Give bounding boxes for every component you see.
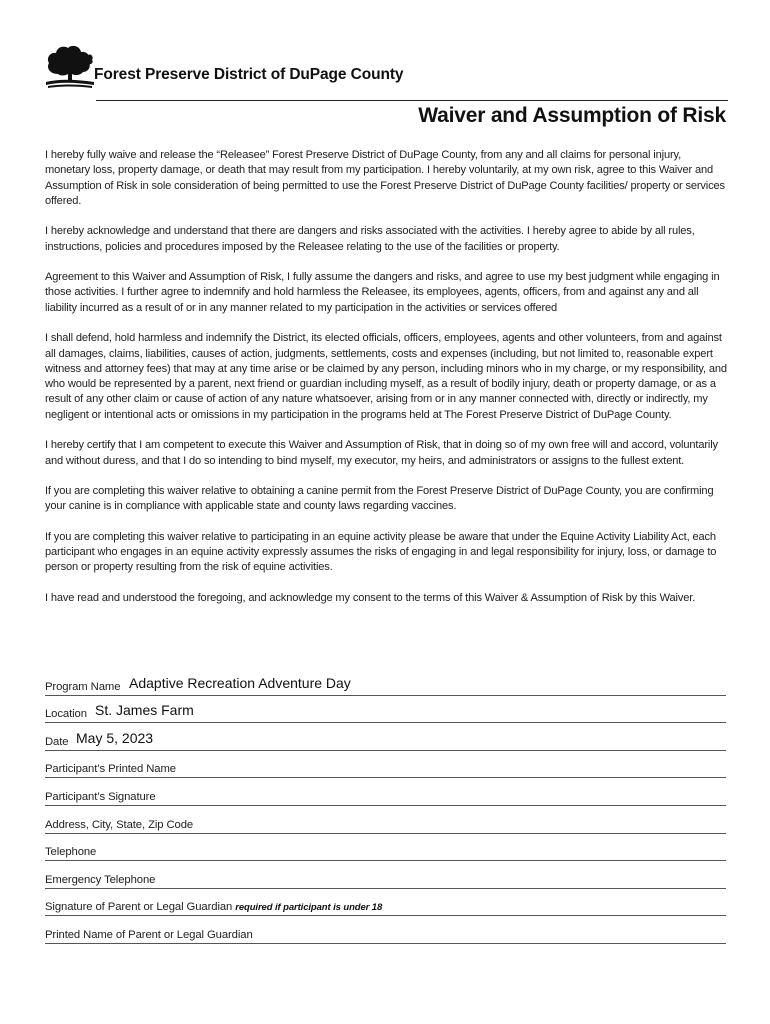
paragraph-canine: If you are completing this waiver relative to obtaining a canine permit from the Forest Preserve District of DuPage County, you are confirming your canine is in compliance with applicable state and county laws regarding vaccines. bbox=[45, 484, 714, 513]
date-field[interactable] bbox=[45, 723, 726, 751]
date-value[interactable]: May 5, 2023 bbox=[76, 729, 154, 746]
participant-signature-field[interactable] bbox=[45, 778, 726, 806]
telephone-label: Telephone bbox=[45, 846, 97, 859]
paragraph-acknowledge: I hereby acknowledge and understand that there are dangers and risks associated with the activities. I hereby agree to abide by all rules, instructions, policies and procedures imposed by the Releasee relating to the use of the facilities or property. bbox=[45, 225, 695, 253]
emergency-telephone-label: Emergency Telephone bbox=[45, 873, 156, 886]
guardian-signature-field[interactable] bbox=[45, 889, 726, 917]
program-name-label: Program Name bbox=[45, 680, 121, 693]
guardian-requirement-note: required if participant is under 18 bbox=[235, 902, 383, 914]
document-title: Waiver and Assumption of Risk bbox=[418, 104, 726, 127]
paragraph-consent: I have read and understood the foregoing, and acknowledge my consent to the terms of this Waiver & Assumption of Risk by this Waiver. bbox=[45, 591, 696, 604]
participant-name-label: Participant’s Printed Name bbox=[45, 763, 176, 776]
document-header bbox=[44, 44, 728, 100]
participant-signature-label: Participant’s Signature bbox=[45, 790, 156, 803]
waiver-body bbox=[45, 148, 727, 621]
address-field[interactable] bbox=[45, 806, 726, 834]
guardian-signature-label: Signature of Parent or Legal Guardian bbox=[45, 901, 233, 914]
paragraph-indemnify: I shall defend, hold harmless and indemnify the District, its elected officials, officers, employees, agents and other volunteers, from and against all damages, claims, liabilities, causes of action, judgments, settlements, costs and expenses (including, but not limited to, reasonable expert witness and attorney fees) that may at any time arise or be claimed by any person, including minors who in my charge, or my responsibility, and who would be represented by a parent, next friend or guardian including myself, as a result of bodily injury, death or property damage, or as a result of any other claim or cause of action of any nature whatsoever, arising from or in any manner connected with, directly or indirectly, my negligent or intentional acts or omissions in my participation in the programs held at The Forest Preserve District of DuPage County. bbox=[45, 332, 727, 421]
paragraph-release: I hereby fully waive and release the “Releasee” Forest Preserve District of DuPage County, from any and all claims for personal injury, monetary loss, property damage, or death that may result from my participation. I hereby voluntarily, at my own risk, agree to this Waiver and Assumption of Risk in sole consideration of being permitted to use the Forest Preserve District of DuPage County facilities/ property or services offered. bbox=[45, 149, 725, 207]
header-divider bbox=[96, 100, 728, 101]
location-value[interactable]: St. James Farm bbox=[95, 702, 194, 719]
organization-name: Forest Preserve District of DuPage County bbox=[94, 66, 404, 83]
participant-name-field[interactable] bbox=[45, 751, 726, 779]
paragraph-equine: If you are completing this waiver relative to participating in an equine activity please be aware that under the Equine Activity Liability Act, each participant who engages in an equine activity expressly assumes the risks of engaging in and legal responsibility for injury, loss, or damage to person or property resulting from the risk of equine activities. bbox=[45, 530, 717, 574]
paragraph-certify: I hereby certify that I am competent to execute this Waiver and Assumption of Risk, that in doing so of my own free will and accord, voluntarily and without duress, and that I do so intending to bind myself, my executor, my heirs, and administrators or assigns to the fullest extent. bbox=[45, 439, 718, 467]
date-label: Date bbox=[45, 735, 69, 748]
signature-form bbox=[45, 668, 726, 944]
program-name-value[interactable]: Adaptive Recreation Adventure Day bbox=[129, 674, 351, 691]
telephone-field[interactable] bbox=[45, 834, 726, 862]
guardian-name-field[interactable] bbox=[45, 916, 726, 944]
location-field[interactable] bbox=[45, 696, 726, 724]
tree-logo-icon bbox=[44, 44, 96, 90]
paragraph-agreement: Agreement to this Waiver and Assumption of Risk, I fully assume the dangers and risks, and agree to use my best judgment while engaging in those activities. I further agree to indemnify and hold harmless the Releasee, its employees, agents, officers, from and against any and all liability incurred as a result of or in any manner related to my participation in the activities or services offered bbox=[45, 271, 720, 314]
address-label: Address, City, State, Zip Code bbox=[45, 818, 194, 831]
guardian-name-label: Printed Name of Parent or Legal Guardian bbox=[45, 928, 253, 941]
program-name-field[interactable] bbox=[45, 668, 726, 696]
guardian-signature-label-group bbox=[45, 901, 382, 913]
emergency-telephone-field[interactable] bbox=[45, 861, 726, 889]
location-label: Location bbox=[45, 708, 87, 721]
